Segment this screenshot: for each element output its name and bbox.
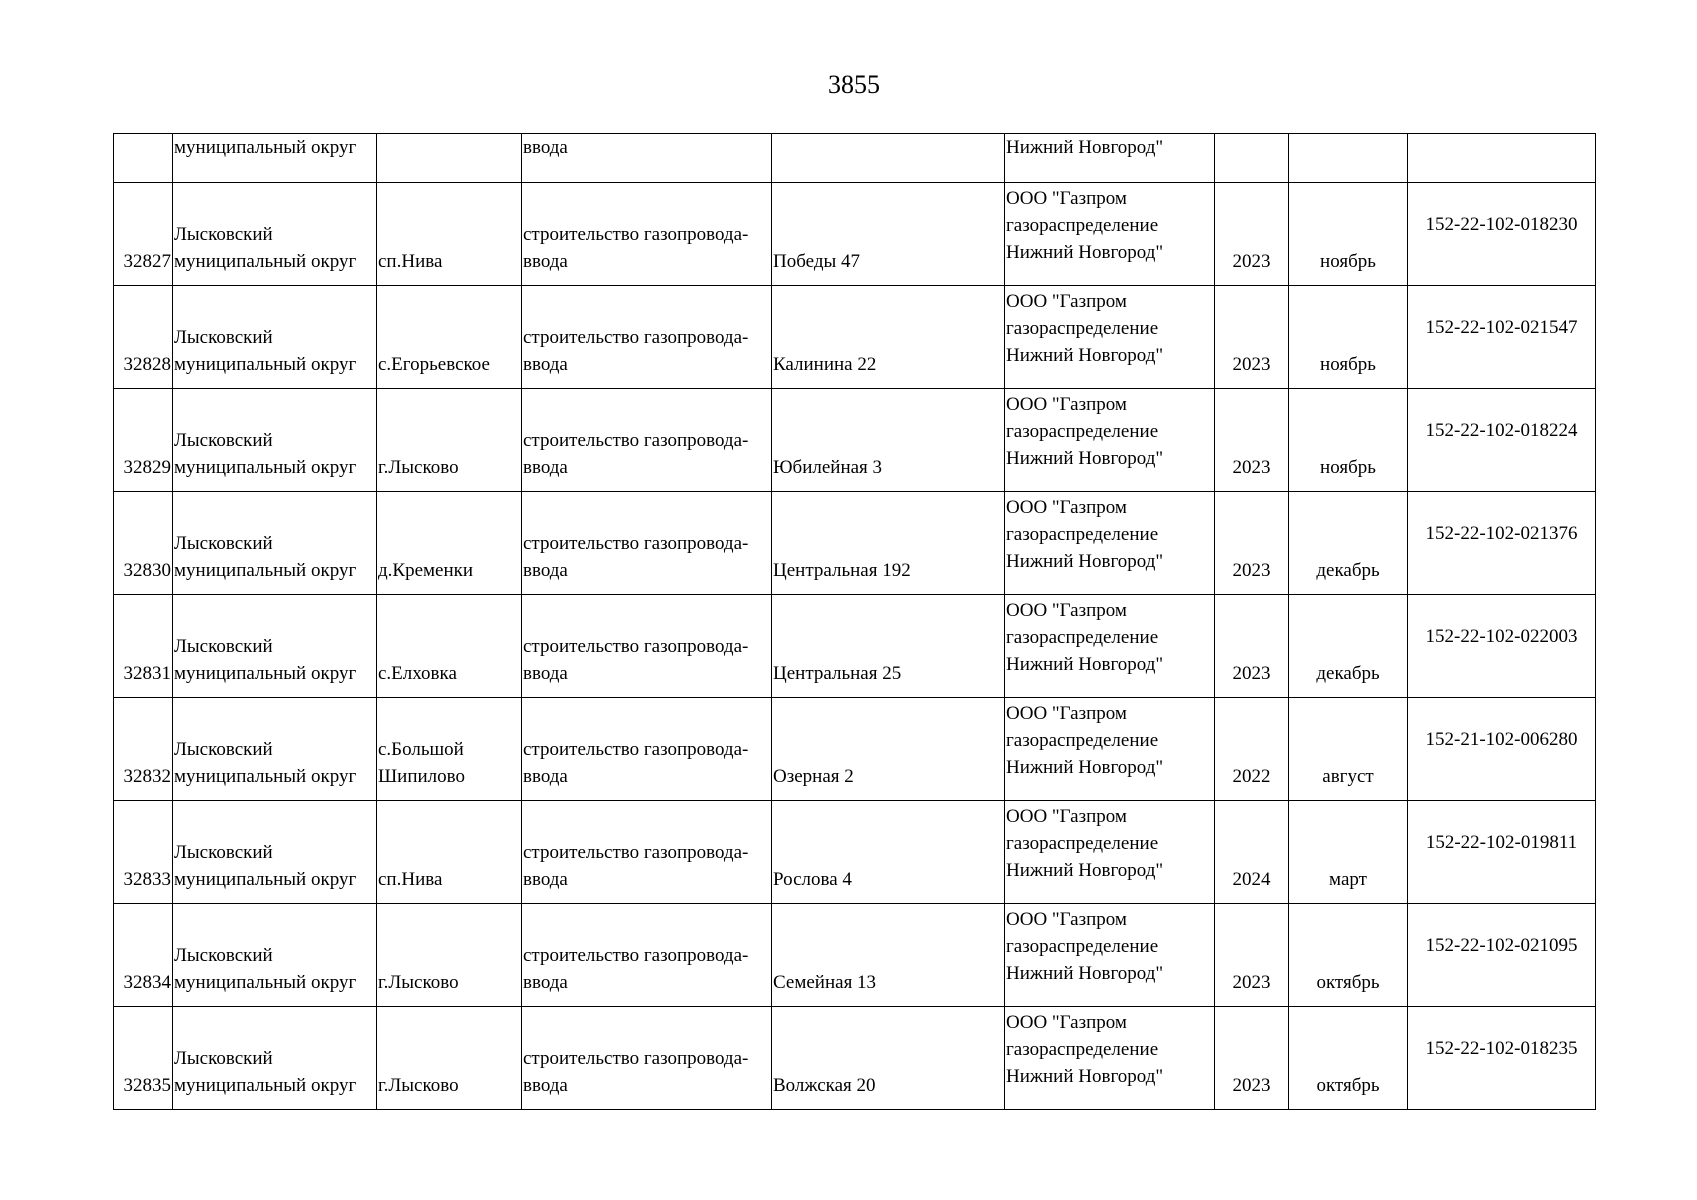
- org-line: ООО "Газпром: [1006, 291, 1127, 312]
- cell-org: [1005, 801, 1215, 904]
- org-line: Нижний Новгород": [1006, 448, 1164, 469]
- cell-address: Победы 47: [772, 183, 1005, 286]
- work-line: ввода: [523, 869, 568, 890]
- cell-num: 32835: [114, 1007, 173, 1110]
- cell-month: ноябрь: [1289, 183, 1408, 286]
- place-line: г.Лысково: [378, 972, 459, 993]
- district-line: Лысковский: [174, 430, 273, 451]
- cell-district: [173, 183, 377, 286]
- cell-org: [1005, 1007, 1215, 1110]
- org-line: газораспределение: [1006, 833, 1159, 854]
- cell-work: [522, 1007, 772, 1110]
- table-row: [114, 492, 1596, 595]
- cell-district: [173, 801, 377, 904]
- table-row: [114, 698, 1596, 801]
- cell-month: декабрь: [1289, 492, 1408, 595]
- place-line: сп.Нива: [378, 869, 443, 890]
- org-line: Нижний Новгород": [1006, 963, 1164, 984]
- cell-org: [1005, 492, 1215, 595]
- place-line: г.Лысково: [378, 1075, 459, 1096]
- district-line: Лысковский: [174, 945, 273, 966]
- cell-num: 32834: [114, 904, 173, 1007]
- page-number: 3855: [828, 70, 880, 99]
- cell-year: 2023: [1215, 389, 1289, 492]
- cell-district: муниципальный округ: [173, 134, 377, 183]
- cell-address: Калинина 22: [772, 286, 1005, 389]
- table-row-continued: [114, 134, 1596, 183]
- cell-num: 32833: [114, 801, 173, 904]
- cell-year: 2023: [1215, 492, 1289, 595]
- cell-num: 32832: [114, 698, 173, 801]
- org-line: Нижний Новгород": [1006, 551, 1164, 572]
- cell-district: [173, 286, 377, 389]
- place-line: г.Лысково: [378, 457, 459, 478]
- cell-place: [377, 134, 522, 183]
- work-line: строительство газопровода-: [523, 739, 749, 760]
- org-line: ООО "Газпром: [1006, 600, 1127, 621]
- cell-work: [522, 904, 772, 1007]
- cell-year: 2023: [1215, 1007, 1289, 1110]
- district-line: Лысковский: [174, 842, 273, 863]
- cell-code: 152-22-102-022003: [1408, 595, 1596, 698]
- cell-code: [1408, 134, 1596, 183]
- table-row: [114, 389, 1596, 492]
- cell-work: [522, 286, 772, 389]
- cell-month: декабрь: [1289, 595, 1408, 698]
- district-line: муниципальный округ: [174, 457, 357, 478]
- work-line: строительство газопровода-: [523, 430, 749, 451]
- org-line: газораспределение: [1006, 421, 1159, 442]
- cell-code: 152-22-102-018230: [1408, 183, 1596, 286]
- cell-place: [377, 286, 522, 389]
- cell-year: 2023: [1215, 595, 1289, 698]
- district-line: муниципальный округ: [174, 869, 357, 890]
- place-line: Шипилово: [378, 766, 465, 787]
- cell-year: [1215, 134, 1289, 183]
- org-line: Нижний Новгород": [1006, 757, 1164, 778]
- cell-year: 2022: [1215, 698, 1289, 801]
- district-line: муниципальный округ: [174, 663, 357, 684]
- table-row: [114, 595, 1596, 698]
- district-line: муниципальный округ: [174, 1075, 357, 1096]
- cell-code: 152-22-102-021547: [1408, 286, 1596, 389]
- org-line: Нижний Новгород": [1006, 345, 1164, 366]
- cell-code: 152-22-102-021095: [1408, 904, 1596, 1007]
- cell-place: [377, 595, 522, 698]
- work-line: ввода: [523, 457, 568, 478]
- cell-work: [522, 492, 772, 595]
- cell-num: 32831: [114, 595, 173, 698]
- cell-place: [377, 492, 522, 595]
- work-line: ввода: [523, 1075, 568, 1096]
- cell-place: [377, 1007, 522, 1110]
- gas-connection-table: [113, 133, 1596, 1110]
- district-line: Лысковский: [174, 739, 273, 760]
- cell-place: [377, 389, 522, 492]
- org-line: ООО "Газпром: [1006, 909, 1127, 930]
- district-line: муниципальный округ: [174, 560, 357, 581]
- cell-year: 2023: [1215, 183, 1289, 286]
- org-line: газораспределение: [1006, 318, 1159, 339]
- work-line: строительство газопровода-: [523, 1048, 749, 1069]
- work-line: ввода: [523, 560, 568, 581]
- work-line: строительство газопровода-: [523, 636, 749, 657]
- cell-work: ввода: [522, 134, 772, 183]
- cell-org: [1005, 595, 1215, 698]
- cell-work: [522, 801, 772, 904]
- cell-num: 32827: [114, 183, 173, 286]
- cell-org: Нижний Новгород": [1005, 134, 1215, 183]
- cell-code: 152-21-102-006280: [1408, 698, 1596, 801]
- place-line: сп.Нива: [378, 251, 443, 272]
- org-line: ООО "Газпром: [1006, 188, 1127, 209]
- cell-district: [173, 698, 377, 801]
- table-row: [114, 286, 1596, 389]
- cell-address: Центральная 192: [772, 492, 1005, 595]
- cell-code: 152-22-102-019811: [1408, 801, 1596, 904]
- cell-district: [173, 389, 377, 492]
- cell-district: [173, 904, 377, 1007]
- cell-month: [1289, 134, 1408, 183]
- table-row: [114, 183, 1596, 286]
- org-line: Нижний Новгород": [1006, 1066, 1164, 1087]
- cell-org: [1005, 904, 1215, 1007]
- cell-month: ноябрь: [1289, 286, 1408, 389]
- place-line: с.Елховка: [378, 663, 457, 684]
- cell-org: [1005, 286, 1215, 389]
- cell-month: ноябрь: [1289, 389, 1408, 492]
- cell-month: октябрь: [1289, 1007, 1408, 1110]
- org-line: Нижний Новгород": [1006, 860, 1164, 881]
- org-line: ООО "Газпром: [1006, 497, 1127, 518]
- cell-work: [522, 595, 772, 698]
- org-line: ООО "Газпром: [1006, 806, 1127, 827]
- district-line: муниципальный округ: [174, 354, 357, 375]
- work-line: ввода: [523, 663, 568, 684]
- cell-district: [173, 492, 377, 595]
- cell-org: [1005, 183, 1215, 286]
- cell-address: Рослова 4: [772, 801, 1005, 904]
- district-line: Лысковский: [174, 533, 273, 554]
- org-line: газораспределение: [1006, 215, 1159, 236]
- org-line: газораспределение: [1006, 730, 1159, 751]
- work-line: строительство газопровода-: [523, 533, 749, 554]
- district-line: муниципальный округ: [174, 972, 357, 993]
- district-line: Лысковский: [174, 636, 273, 657]
- org-line: газораспределение: [1006, 936, 1159, 957]
- place-line: с.Егорьевское: [378, 354, 490, 375]
- district-line: муниципальный округ: [174, 766, 357, 787]
- cell-place: [377, 801, 522, 904]
- district-line: муниципальный округ: [174, 251, 357, 272]
- cell-month: октябрь: [1289, 904, 1408, 1007]
- cell-code: 152-22-102-021376: [1408, 492, 1596, 595]
- work-line: ввода: [523, 972, 568, 993]
- cell-org: [1005, 389, 1215, 492]
- cell-district: [173, 1007, 377, 1110]
- cell-year: 2023: [1215, 904, 1289, 1007]
- cell-num: 32830: [114, 492, 173, 595]
- work-line: строительство газопровода-: [523, 224, 749, 245]
- cell-place: [377, 904, 522, 1007]
- org-line: газораспределение: [1006, 524, 1159, 545]
- org-line: ООО "Газпром: [1006, 394, 1127, 415]
- cell-district: [173, 595, 377, 698]
- org-line: газораспределение: [1006, 1039, 1159, 1060]
- place-line: д.Кременки: [378, 560, 474, 581]
- org-line: ООО "Газпром: [1006, 1012, 1127, 1033]
- work-line: ввода: [523, 354, 568, 375]
- cell-address: Центральная 25: [772, 595, 1005, 698]
- district-line: Лысковский: [174, 1048, 273, 1069]
- table-row: [114, 1007, 1596, 1110]
- cell-work: [522, 183, 772, 286]
- cell-code: 152-22-102-018224: [1408, 389, 1596, 492]
- cell-work: [522, 389, 772, 492]
- org-line: газораспределение: [1006, 627, 1159, 648]
- cell-month: март: [1289, 801, 1408, 904]
- cell-org: [1005, 698, 1215, 801]
- cell-address: Озерная 2: [772, 698, 1005, 801]
- cell-address: [772, 134, 1005, 183]
- cell-num: 32829: [114, 389, 173, 492]
- cell-address: Юбилейная 3: [772, 389, 1005, 492]
- place-line: с.Большой: [378, 739, 464, 760]
- table-row: [114, 801, 1596, 904]
- cell-num: [114, 134, 173, 183]
- org-line: ООО "Газпром: [1006, 703, 1127, 724]
- cell-place: [377, 698, 522, 801]
- cell-num: 32828: [114, 286, 173, 389]
- work-line: ввода: [523, 251, 568, 272]
- district-line: Лысковский: [174, 327, 273, 348]
- org-line: Нижний Новгород": [1006, 654, 1164, 675]
- cell-address: Волжская 20: [772, 1007, 1005, 1110]
- cell-work: [522, 698, 772, 801]
- work-line: строительство газопровода-: [523, 945, 749, 966]
- cell-year: 2024: [1215, 801, 1289, 904]
- cell-code: 152-22-102-018235: [1408, 1007, 1596, 1110]
- work-line: ввода: [523, 766, 568, 787]
- cell-address: Семейная 13: [772, 904, 1005, 1007]
- work-line: строительство газопровода-: [523, 842, 749, 863]
- org-line: Нижний Новгород": [1006, 242, 1164, 263]
- cell-year: 2023: [1215, 286, 1289, 389]
- cell-place: [377, 183, 522, 286]
- work-line: строительство газопровода-: [523, 327, 749, 348]
- district-line: Лысковский: [174, 224, 273, 245]
- table-row: [114, 904, 1596, 1007]
- cell-month: август: [1289, 698, 1408, 801]
